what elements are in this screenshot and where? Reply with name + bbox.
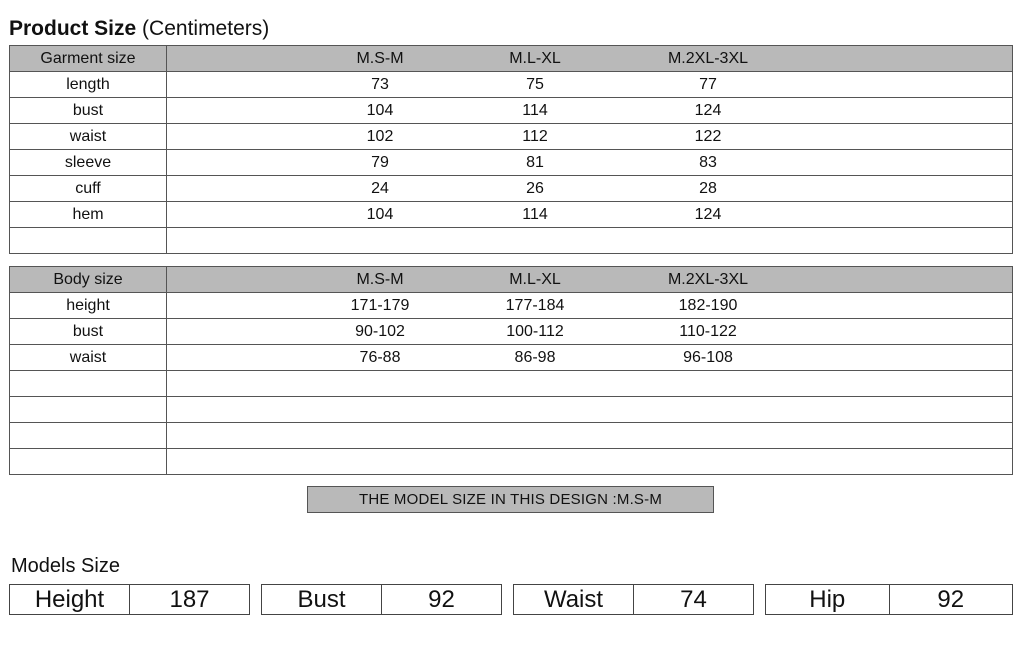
- table-cell: 79: [371, 153, 389, 171]
- table-cell: 110-122: [679, 322, 737, 340]
- model-stat-label: Height: [10, 585, 130, 614]
- model-stat-label: Bust: [262, 585, 382, 614]
- table-cell: 114: [522, 101, 548, 119]
- table-cell: 112: [522, 127, 548, 145]
- row-label: height: [10, 293, 167, 319]
- model-waist-box: [513, 584, 754, 615]
- model-bust-box: [261, 584, 502, 615]
- column-header: M.2XL-3XL: [667, 270, 749, 288]
- table-cell: 26: [526, 179, 544, 197]
- table-row-empty: [10, 371, 1013, 397]
- table-row: [10, 293, 1013, 319]
- model-stat-value: 74: [680, 585, 707, 613]
- row-label: hem: [10, 202, 167, 228]
- model-size-note: THE MODEL SIZE IN THIS DESIGN :M.S-M: [307, 486, 714, 513]
- table-row-empty: [10, 449, 1013, 475]
- table-cell: 86-98: [514, 348, 556, 366]
- table-row-empty: [10, 423, 1013, 449]
- table-row: [10, 202, 1013, 228]
- table-row: [10, 124, 1013, 150]
- table-cell: 83: [699, 153, 717, 171]
- title-unit: (Centimeters): [142, 17, 270, 40]
- row-label: sleeve: [10, 150, 167, 176]
- column-header: M.L-XL: [509, 49, 561, 67]
- table-cell: 81: [526, 153, 544, 171]
- table-row-empty: [10, 228, 1013, 254]
- column-header: M.S-M: [356, 49, 404, 67]
- row-label: bust: [10, 98, 167, 124]
- table-cell: 177-184: [505, 296, 565, 314]
- model-height-box: [9, 584, 250, 615]
- table-cell: 96-108: [683, 348, 733, 366]
- row-label: waist: [10, 345, 167, 371]
- column-header: M.S-M: [356, 270, 404, 288]
- table-row: [10, 98, 1013, 124]
- row-label: length: [10, 72, 167, 98]
- model-stat-label: Waist: [514, 585, 634, 614]
- column-header: M.L-XL: [509, 270, 561, 288]
- table-cell: 124: [694, 205, 722, 223]
- table-cell: 90-102: [355, 322, 405, 340]
- column-header-label: Garment size: [10, 46, 167, 72]
- table-header-row: [10, 267, 1013, 293]
- table-row: [10, 150, 1013, 176]
- column-header: M.2XL-3XL: [667, 49, 749, 67]
- table-cell: 122: [694, 127, 722, 145]
- table-cell: 77: [699, 75, 717, 93]
- column-header-label: Body size: [10, 267, 167, 293]
- table-cell: 182-190: [678, 296, 738, 314]
- table-row: [10, 176, 1013, 202]
- table-cell: 28: [699, 179, 717, 197]
- model-hip-box: [765, 584, 1013, 615]
- models-size-title: Models Size: [11, 555, 120, 577]
- row-label: waist: [10, 124, 167, 150]
- table-cell: 102: [366, 127, 394, 145]
- table-cell: 24: [371, 179, 389, 197]
- table-header-row: [10, 46, 1013, 72]
- table-cell: 73: [371, 75, 389, 93]
- model-stat-value: 92: [937, 585, 965, 613]
- row-label: bust: [10, 319, 167, 345]
- model-stat-label: Hip: [766, 585, 890, 614]
- title-main: Product Size: [9, 17, 137, 40]
- table-cell: 114: [522, 205, 548, 223]
- table-row: [10, 72, 1013, 98]
- table-cell: 76-88: [359, 348, 401, 366]
- table-row: [10, 319, 1013, 345]
- table-cell: 104: [366, 205, 394, 223]
- table-cell: 104: [366, 101, 394, 119]
- garment-size-table: [9, 45, 1013, 254]
- table-cell: 171-179: [350, 296, 410, 314]
- model-stat-value: 187: [169, 585, 210, 613]
- body-size-table: [9, 266, 1013, 475]
- table-cell: 75: [526, 75, 544, 93]
- table-cell: 124: [694, 101, 722, 119]
- table-cell: 100-112: [506, 322, 564, 340]
- row-label: cuff: [10, 176, 167, 202]
- table-row-empty: [10, 397, 1013, 423]
- model-stat-value: 92: [428, 585, 455, 613]
- page-title: [9, 17, 269, 41]
- table-row: [10, 345, 1013, 371]
